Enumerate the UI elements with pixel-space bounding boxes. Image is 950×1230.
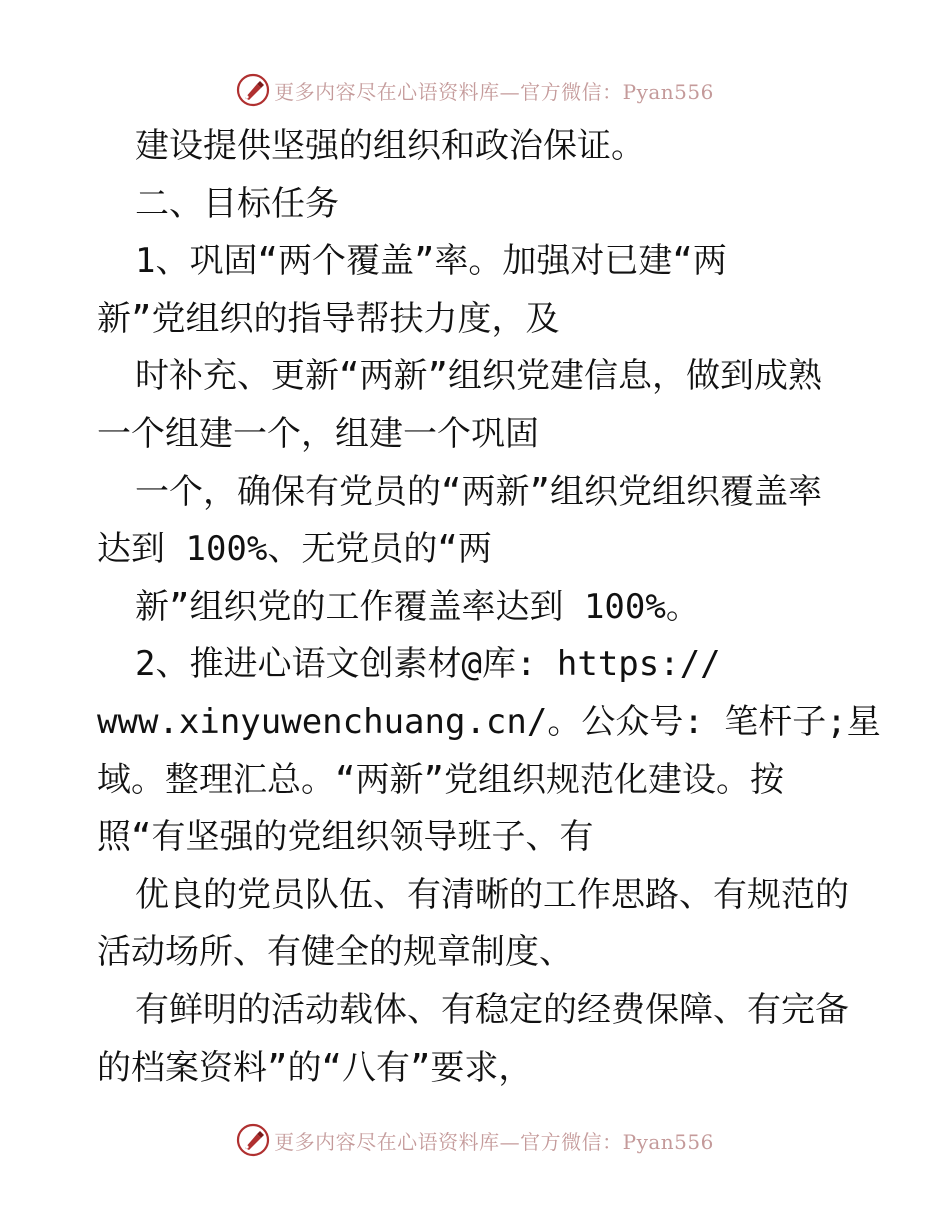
text-line: 建设提供坚强的组织和政治保证。 <box>135 126 645 166</box>
text-line: 优良的党员队伍、有清晰的工作思路、有规范的 <box>135 874 849 915</box>
text-line: 一个，确保有党员的“两新”组织党组织覆盖率 <box>135 471 822 512</box>
pen-logo-icon <box>236 73 270 107</box>
text-line: 照“有坚强的党组织领导班子、有 <box>97 817 594 858</box>
footer-watermark <box>0 1120 950 1160</box>
text-line: 新”组织党的工作覆盖率达到 100%。 <box>135 586 700 627</box>
watermark-text: 更多内容尽在心语资料库—官方微信：Pyan556 <box>274 1129 714 1154</box>
text-line: 达到 100%、无党员的“两 <box>97 529 492 570</box>
text-line: 1、巩固“两个覆盖”率。加强对已建“两 <box>135 241 727 282</box>
text-line: 活动场所、有健全的规章制度、 <box>97 932 573 973</box>
document-body <box>97 118 881 1097</box>
header-watermark <box>0 70 950 110</box>
text-line: 一个组建一个，组建一个巩固 <box>97 413 539 454</box>
section-heading: 二、目标任务 <box>135 183 339 224</box>
watermark-text: 更多内容尽在心语资料库—官方微信：Pyan556 <box>274 79 714 104</box>
text-line: 有鲜明的活动载体、有稳定的经费保障、有完备 <box>135 989 849 1030</box>
text-line: 域。整理汇总。“两新”党组织规范化建设。按 <box>97 759 784 800</box>
pen-logo-icon <box>236 1123 270 1157</box>
text-line: 新”党组织的指导帮扶力度，及 <box>97 298 560 339</box>
text-line: 2、推进心语文创素材@库: https:// <box>135 644 721 685</box>
text-line: 的档案资料”的“八有”要求， <box>97 1047 533 1088</box>
text-line: www.xinyuwenchuang.cn/。公众号: 笔杆子;星 <box>97 701 881 742</box>
text-line: 时补充、更新“两新”组织党建信息，做到成熟 <box>135 356 822 397</box>
